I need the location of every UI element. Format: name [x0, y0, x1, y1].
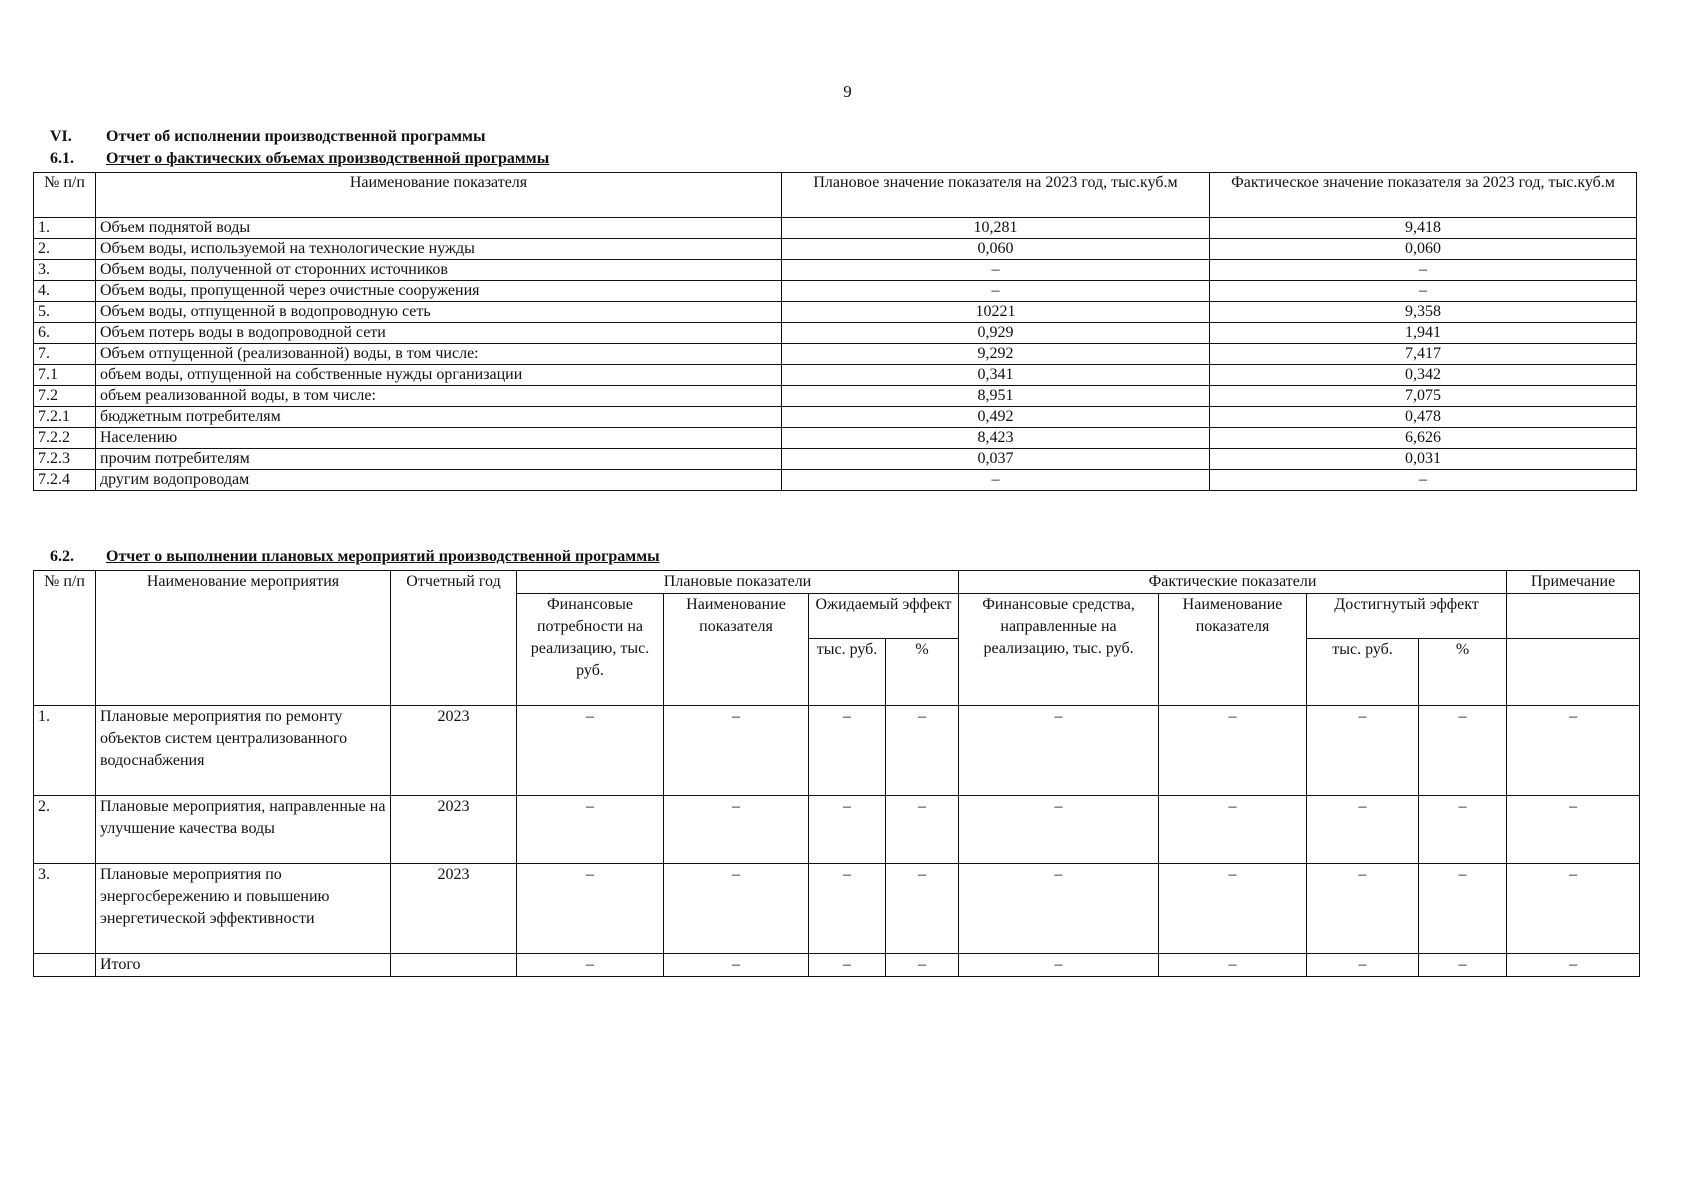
- row-cell: –: [1159, 796, 1307, 864]
- header-num: № п/п: [34, 571, 96, 706]
- table-row: [34, 407, 1637, 428]
- row-name: объем реализованной воды, в том числе:: [96, 386, 782, 407]
- header-plan: Плановое значение показателя на 2023 год, тыс.куб.м: [782, 173, 1210, 218]
- row-fact: 9,418: [1210, 218, 1637, 239]
- table-row: [34, 365, 1637, 386]
- row-fact: –: [1210, 281, 1637, 302]
- table-total-row: [34, 954, 1640, 977]
- page-number: 9: [843, 82, 852, 101]
- total-cell: –: [517, 954, 664, 977]
- measures-table: [33, 570, 1640, 977]
- row-plan: 10,281: [782, 218, 1210, 239]
- subsection-title: Отчет о фактических объемах производственной программы: [106, 150, 550, 167]
- row-fact: 9,358: [1210, 302, 1637, 323]
- row-fact: 0,031: [1210, 449, 1637, 470]
- header-plan-pct: %: [886, 639, 959, 706]
- header-year: Отчетный год: [391, 571, 517, 706]
- row-num: 7.: [34, 344, 96, 365]
- row-year: 2023: [391, 796, 517, 864]
- row-name: Объем воды, отпущенной в водопроводную сеть: [96, 302, 782, 323]
- table-row: [34, 706, 1640, 796]
- row-name: Объем потерь воды в водопроводной сети: [96, 323, 782, 344]
- header-note-empty: [1507, 639, 1640, 706]
- row-num: 1.: [34, 218, 96, 239]
- row-cell: –: [1159, 706, 1307, 796]
- row-fact: –: [1210, 470, 1637, 491]
- header-name: Наименование мероприятия: [96, 571, 391, 706]
- row-cell: –: [1507, 706, 1640, 796]
- total-year-empty: [391, 954, 517, 977]
- row-year: 2023: [391, 864, 517, 954]
- row-cell: –: [517, 864, 664, 954]
- row-name: Объем воды, полученной от сторонних источников: [96, 260, 782, 281]
- row-fact: 6,626: [1210, 428, 1637, 449]
- total-num-empty: [34, 954, 96, 977]
- row-num: 7.2.3: [34, 449, 96, 470]
- total-cell: –: [886, 954, 959, 977]
- section-title: Отчет об исполнении производственной программы: [106, 128, 486, 145]
- header-fact-fin: Финансовые средства, направленные на реализацию, тыс. руб.: [959, 594, 1159, 706]
- subsection-number: 6.1.: [50, 150, 74, 167]
- row-name: Объем воды, пропущенной через очистные сооружения: [96, 281, 782, 302]
- row-name: объем воды, отпущенной на собственные нужды организации: [96, 365, 782, 386]
- table-row: [34, 864, 1640, 954]
- row-num: 1.: [34, 706, 96, 796]
- row-num: 2.: [34, 239, 96, 260]
- row-num: 7.2: [34, 386, 96, 407]
- row-fact: 0,060: [1210, 239, 1637, 260]
- row-num: 7.2.4: [34, 470, 96, 491]
- row-name: Объем поднятой воды: [96, 218, 782, 239]
- table-row: [34, 386, 1637, 407]
- table-row: [34, 239, 1637, 260]
- row-name: Плановые мероприятия по ремонту объектов систем централизованного водоснабжения: [96, 706, 391, 796]
- row-plan: 0,929: [782, 323, 1210, 344]
- subsection-number: 6.2.: [50, 548, 74, 565]
- table-row: [34, 260, 1637, 281]
- row-cell: –: [664, 796, 809, 864]
- header-plan-fin: Финансовые потребности на реализацию, тыс. руб.: [517, 594, 664, 706]
- row-plan: 8,423: [782, 428, 1210, 449]
- row-name: прочим потребителям: [96, 449, 782, 470]
- total-cell: –: [1159, 954, 1307, 977]
- volumes-table: [33, 172, 1637, 491]
- row-num: 4.: [34, 281, 96, 302]
- row-plan: 0,492: [782, 407, 1210, 428]
- row-name: Объем воды, используемой на технологические нужды: [96, 239, 782, 260]
- row-cell: –: [1419, 796, 1507, 864]
- table-row: [34, 428, 1637, 449]
- header-plan-rub: тыс. руб.: [809, 639, 886, 706]
- row-num: 3.: [34, 260, 96, 281]
- header-fact-ind: Наименование показателя: [1159, 594, 1307, 706]
- row-cell: –: [959, 706, 1159, 796]
- row-fact: 0,478: [1210, 407, 1637, 428]
- total-cell: –: [959, 954, 1159, 977]
- header-plan-ind: Наименование показателя: [664, 594, 809, 706]
- table-row: [34, 449, 1637, 470]
- table-row: [34, 218, 1637, 239]
- table-header-row: [34, 173, 1637, 218]
- header-fact-pct: %: [1419, 639, 1507, 706]
- header-actual: Фактические показатели: [959, 571, 1507, 594]
- row-cell: –: [1507, 864, 1640, 954]
- row-cell: –: [809, 706, 886, 796]
- header-fact-rub: тыс. руб.: [1307, 639, 1419, 706]
- row-plan: 9,292: [782, 344, 1210, 365]
- row-num: 2.: [34, 796, 96, 864]
- header-name: Наименование показателя: [96, 173, 782, 218]
- header-num: № п/п: [34, 173, 96, 218]
- row-cell: –: [1307, 796, 1419, 864]
- row-cell: –: [959, 796, 1159, 864]
- total-cell: –: [1507, 954, 1640, 977]
- row-plan: 0,060: [782, 239, 1210, 260]
- row-plan: –: [782, 260, 1210, 281]
- row-cell: –: [1307, 864, 1419, 954]
- total-cell: –: [664, 954, 809, 977]
- header-planned: Плановые показатели: [517, 571, 959, 594]
- row-cell: –: [809, 864, 886, 954]
- total-cell: –: [1419, 954, 1507, 977]
- row-cell: –: [1307, 706, 1419, 796]
- header-note-empty: [1507, 594, 1640, 639]
- table-row: [34, 344, 1637, 365]
- row-num: 7.2.2: [34, 428, 96, 449]
- row-num: 6.: [34, 323, 96, 344]
- row-num: 7.1: [34, 365, 96, 386]
- row-cell: –: [1419, 706, 1507, 796]
- row-fact: –: [1210, 260, 1637, 281]
- row-fact: 1,941: [1210, 323, 1637, 344]
- row-cell: –: [809, 796, 886, 864]
- row-num: 7.2.1: [34, 407, 96, 428]
- row-fact: 7,075: [1210, 386, 1637, 407]
- total-cell: –: [1307, 954, 1419, 977]
- row-fact: 7,417: [1210, 344, 1637, 365]
- row-cell: –: [886, 796, 959, 864]
- row-cell: –: [959, 864, 1159, 954]
- table-row: [34, 302, 1637, 323]
- header-note: Примечание: [1507, 571, 1640, 594]
- row-cell: –: [886, 864, 959, 954]
- row-name: Плановые мероприятия, направленные на улучшение качества воды: [96, 796, 391, 864]
- row-cell: –: [664, 864, 809, 954]
- table-header-row: [34, 571, 1640, 594]
- row-fact: 0,342: [1210, 365, 1637, 386]
- row-cell: –: [1159, 864, 1307, 954]
- row-plan: 0,037: [782, 449, 1210, 470]
- row-year: 2023: [391, 706, 517, 796]
- row-name: другим водопроводам: [96, 470, 782, 491]
- table-row: [34, 470, 1637, 491]
- table-row: [34, 281, 1637, 302]
- header-plan-eff: Ожидаемый эффект: [809, 594, 959, 639]
- row-plan: 10221: [782, 302, 1210, 323]
- row-cell: –: [517, 796, 664, 864]
- row-plan: 0,341: [782, 365, 1210, 386]
- section-number: VI.: [50, 128, 72, 145]
- total-cell: –: [809, 954, 886, 977]
- row-num: 3.: [34, 864, 96, 954]
- row-name: Плановые мероприятия по энергосбережению и повышению энергетической эффективности: [96, 864, 391, 954]
- header-fact: Фактическое значение показателя за 2023 год, тыс.куб.м: [1210, 173, 1637, 218]
- subsection-title: Отчет о выполнении плановых мероприятий производственной программы: [106, 548, 660, 565]
- table-row: [34, 796, 1640, 864]
- row-cell: –: [886, 706, 959, 796]
- row-name: бюджетным потребителям: [96, 407, 782, 428]
- total-label: Итого: [96, 954, 391, 977]
- row-plan: 8,951: [782, 386, 1210, 407]
- row-cell: –: [1419, 864, 1507, 954]
- row-name: Населению: [96, 428, 782, 449]
- row-cell: –: [664, 706, 809, 796]
- row-name: Объем отпущенной (реализованной) воды, в том числе:: [96, 344, 782, 365]
- table-row: [34, 323, 1637, 344]
- row-cell: –: [517, 706, 664, 796]
- header-fact-eff: Достигнутый эффект: [1307, 594, 1507, 639]
- row-plan: –: [782, 281, 1210, 302]
- row-plan: –: [782, 470, 1210, 491]
- row-cell: –: [1507, 796, 1640, 864]
- row-num: 5.: [34, 302, 96, 323]
